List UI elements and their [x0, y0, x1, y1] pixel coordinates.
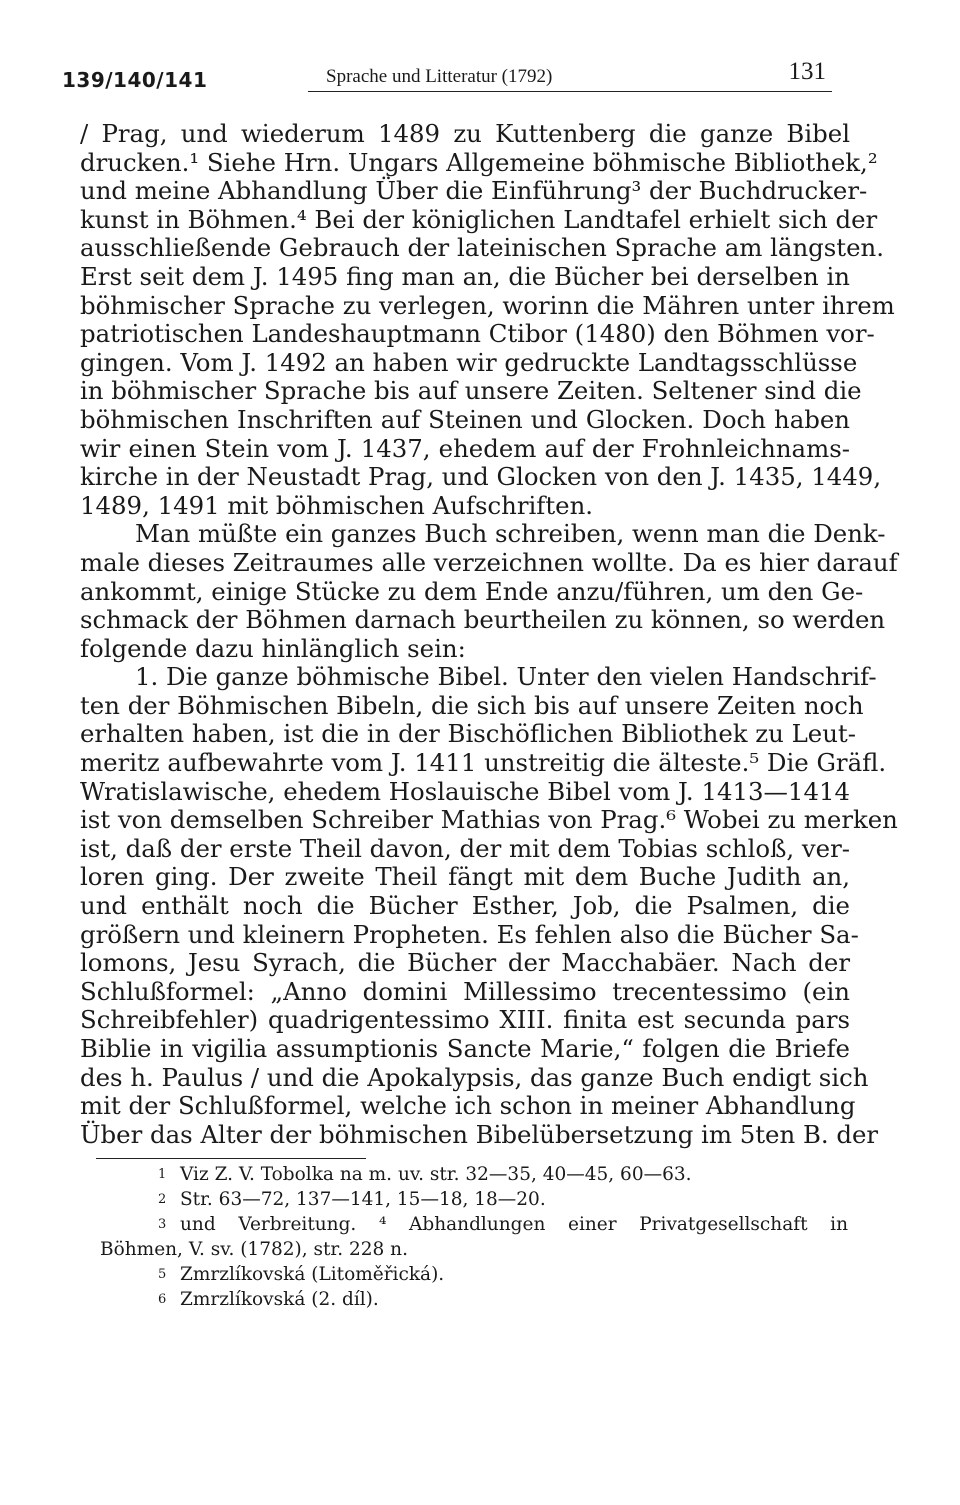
footnote-number: 1 [158, 1167, 167, 1182]
footnote [100, 1262, 848, 1287]
page-references: 139/140/141 [62, 68, 208, 92]
footnote [100, 1287, 848, 1312]
footnote-rule [96, 1158, 366, 1159]
footnote-text: Viz Z. V. Tobolka na m. uv. str. 32—35, 40—45, 60—63. [180, 1164, 692, 1185]
footnote-number: 3 [158, 1217, 167, 1232]
footnote-text: Zmrzlíkovská (2. díl). [180, 1289, 379, 1310]
text-line: meritz aufbewahrte vom J. 1411 unstreitig die älteste.⁵ Die Gräfl. [80, 748, 887, 778]
text-line: Wratislawische, ehedem Hoslauische Bibel vom J. 1413—1414 [80, 776, 850, 806]
text-line: Schlußformel: „Anno domini Millessimo trecentessimo (ein [80, 976, 850, 1006]
page-number: 131 [788, 58, 826, 85]
text-line: folgende dazu hinlänglich sein: [80, 633, 466, 663]
text-line: gingen. Vom J. 1492 an haben wir gedruckte Landtagsschlüsse [80, 347, 858, 377]
text-line: loren ging. Der zweite Theil fängt mit dem Buche Judith an, [80, 862, 850, 892]
footnote-text: Zmrzlíkovská (Litoměřická). [180, 1264, 445, 1285]
text-line: wir einen Stein vom J. 1437, ehedem auf der Frohnleichnams- [80, 433, 850, 463]
text-line: Man müßte ein ganzes Buch schreiben, wenn man die Denk- [135, 519, 886, 549]
text-line: in böhmischer Sprache bis auf unsere Zeiten. Seltener sind die [80, 376, 862, 406]
text-line: patriotischen Landeshauptmann Ctibor (1480) den Böhmen vor- [80, 319, 875, 349]
footnote-number: 2 [158, 1192, 167, 1207]
text-line: kirche in der Neustadt Prag, und Glocken von den J. 1435, 1449, [80, 462, 882, 492]
footnote-continuation [100, 1237, 848, 1262]
text-line: erhalten haben, ist die in der Bischöflichen Bibliothek zu Leut- [80, 719, 856, 749]
footnote [100, 1162, 848, 1187]
text-line: größern und kleinern Propheten. Es fehlen also die Bücher Sa- [80, 919, 859, 949]
text-line: und meine Abhandlung Über die Einführung³ der Buchdrucker- [80, 176, 868, 206]
text-line: / Prag, und wiederum 1489 zu Kuttenberg die ganze Bibel [80, 119, 850, 148]
footnote-number: 6 [158, 1292, 167, 1307]
footnote [100, 1212, 848, 1237]
text-line: 1. Die ganze böhmische Bibel. Unter den vielen Handschrif- [135, 662, 877, 692]
header-rule [308, 91, 832, 92]
footnote-number: 5 [158, 1267, 167, 1282]
text-line: ten der Böhmischen Bibeln, die sich bis auf unsere Zeiten noch [80, 690, 864, 720]
text-line: male dieses Zeitraumes alle verzeichnen wollte. Da es hier darauf [80, 547, 898, 577]
text-line: ankommt, einige Stücke zu dem Ende anzu/führen, um den Ge- [80, 576, 864, 606]
text-line: mit der Schlußformel, welche ich schon in meiner Abhandlung [80, 1091, 856, 1121]
text-line: lomons, Jesu Syrach, die Bücher der Macchabäer. Nach der [80, 948, 850, 978]
text-line: schmack der Böhmen darnach beurtheilen zu können, so werden [80, 605, 886, 635]
text-line: drucken.¹ Siehe Hrn. Ungars Allgemeine böhmische Bibliothek,² [80, 147, 878, 177]
text-line: des h. Paulus / und die Apokalypsis, das ganze Buch endigt sich [80, 1062, 869, 1092]
body-text [80, 119, 898, 1149]
footnotes [100, 1162, 848, 1312]
text-line: Biblie in vigilia assumptionis Sancte Marie,“ folgen die Briefe [80, 1034, 850, 1063]
footnote [100, 1187, 848, 1212]
text-line: ausschließende Gebrauch der lateinischen Sprache am längsten. [80, 233, 884, 263]
footnote-text: Str. 63—72, 137—141, 15—18, 18—20. [180, 1189, 546, 1210]
text-line: ist von demselben Schreiber Mathias von Prag.⁶ Wobei zu merken [80, 805, 898, 835]
footnote-text: und Verbreitung. ⁴ Abhandlungen einer Privatgesellschaft in [180, 1214, 848, 1235]
text-line: ist, daß der erste Theil davon, der mit dem Tobias schloß, ver- [80, 833, 850, 863]
text-line: und enthält noch die Bücher Esther, Job, die Psalmen, die [80, 891, 850, 921]
text-line: böhmischen Inschriften auf Steinen und Glocken. Doch haben [80, 404, 850, 434]
text-line: böhmischer Sprache zu verlegen, worinn die Mähren unter ihrem [80, 290, 895, 320]
text-line: Erst seit dem J. 1495 fing man an, die Bücher bei derselben in [80, 261, 850, 291]
running-title: Sprache und Litteratur (1792) [326, 66, 553, 87]
text-line: 1489, 1491 mit böhmischen Aufschriften. [80, 490, 594, 520]
text-line: Schreibfehler) quadrigentessimo XIII. finita est secunda pars [80, 1005, 850, 1035]
running-header [62, 58, 832, 94]
text-line: Über das Alter der böhmischen Bibelübersetzung im 5ten B. der [80, 1119, 879, 1149]
footnote-text: Böhmen, V. sv. (1782), str. 228 n. [100, 1239, 408, 1260]
text-line: kunst in Böhmen.⁴ Bei der königlichen Landtafel erhielt sich der [80, 204, 878, 234]
